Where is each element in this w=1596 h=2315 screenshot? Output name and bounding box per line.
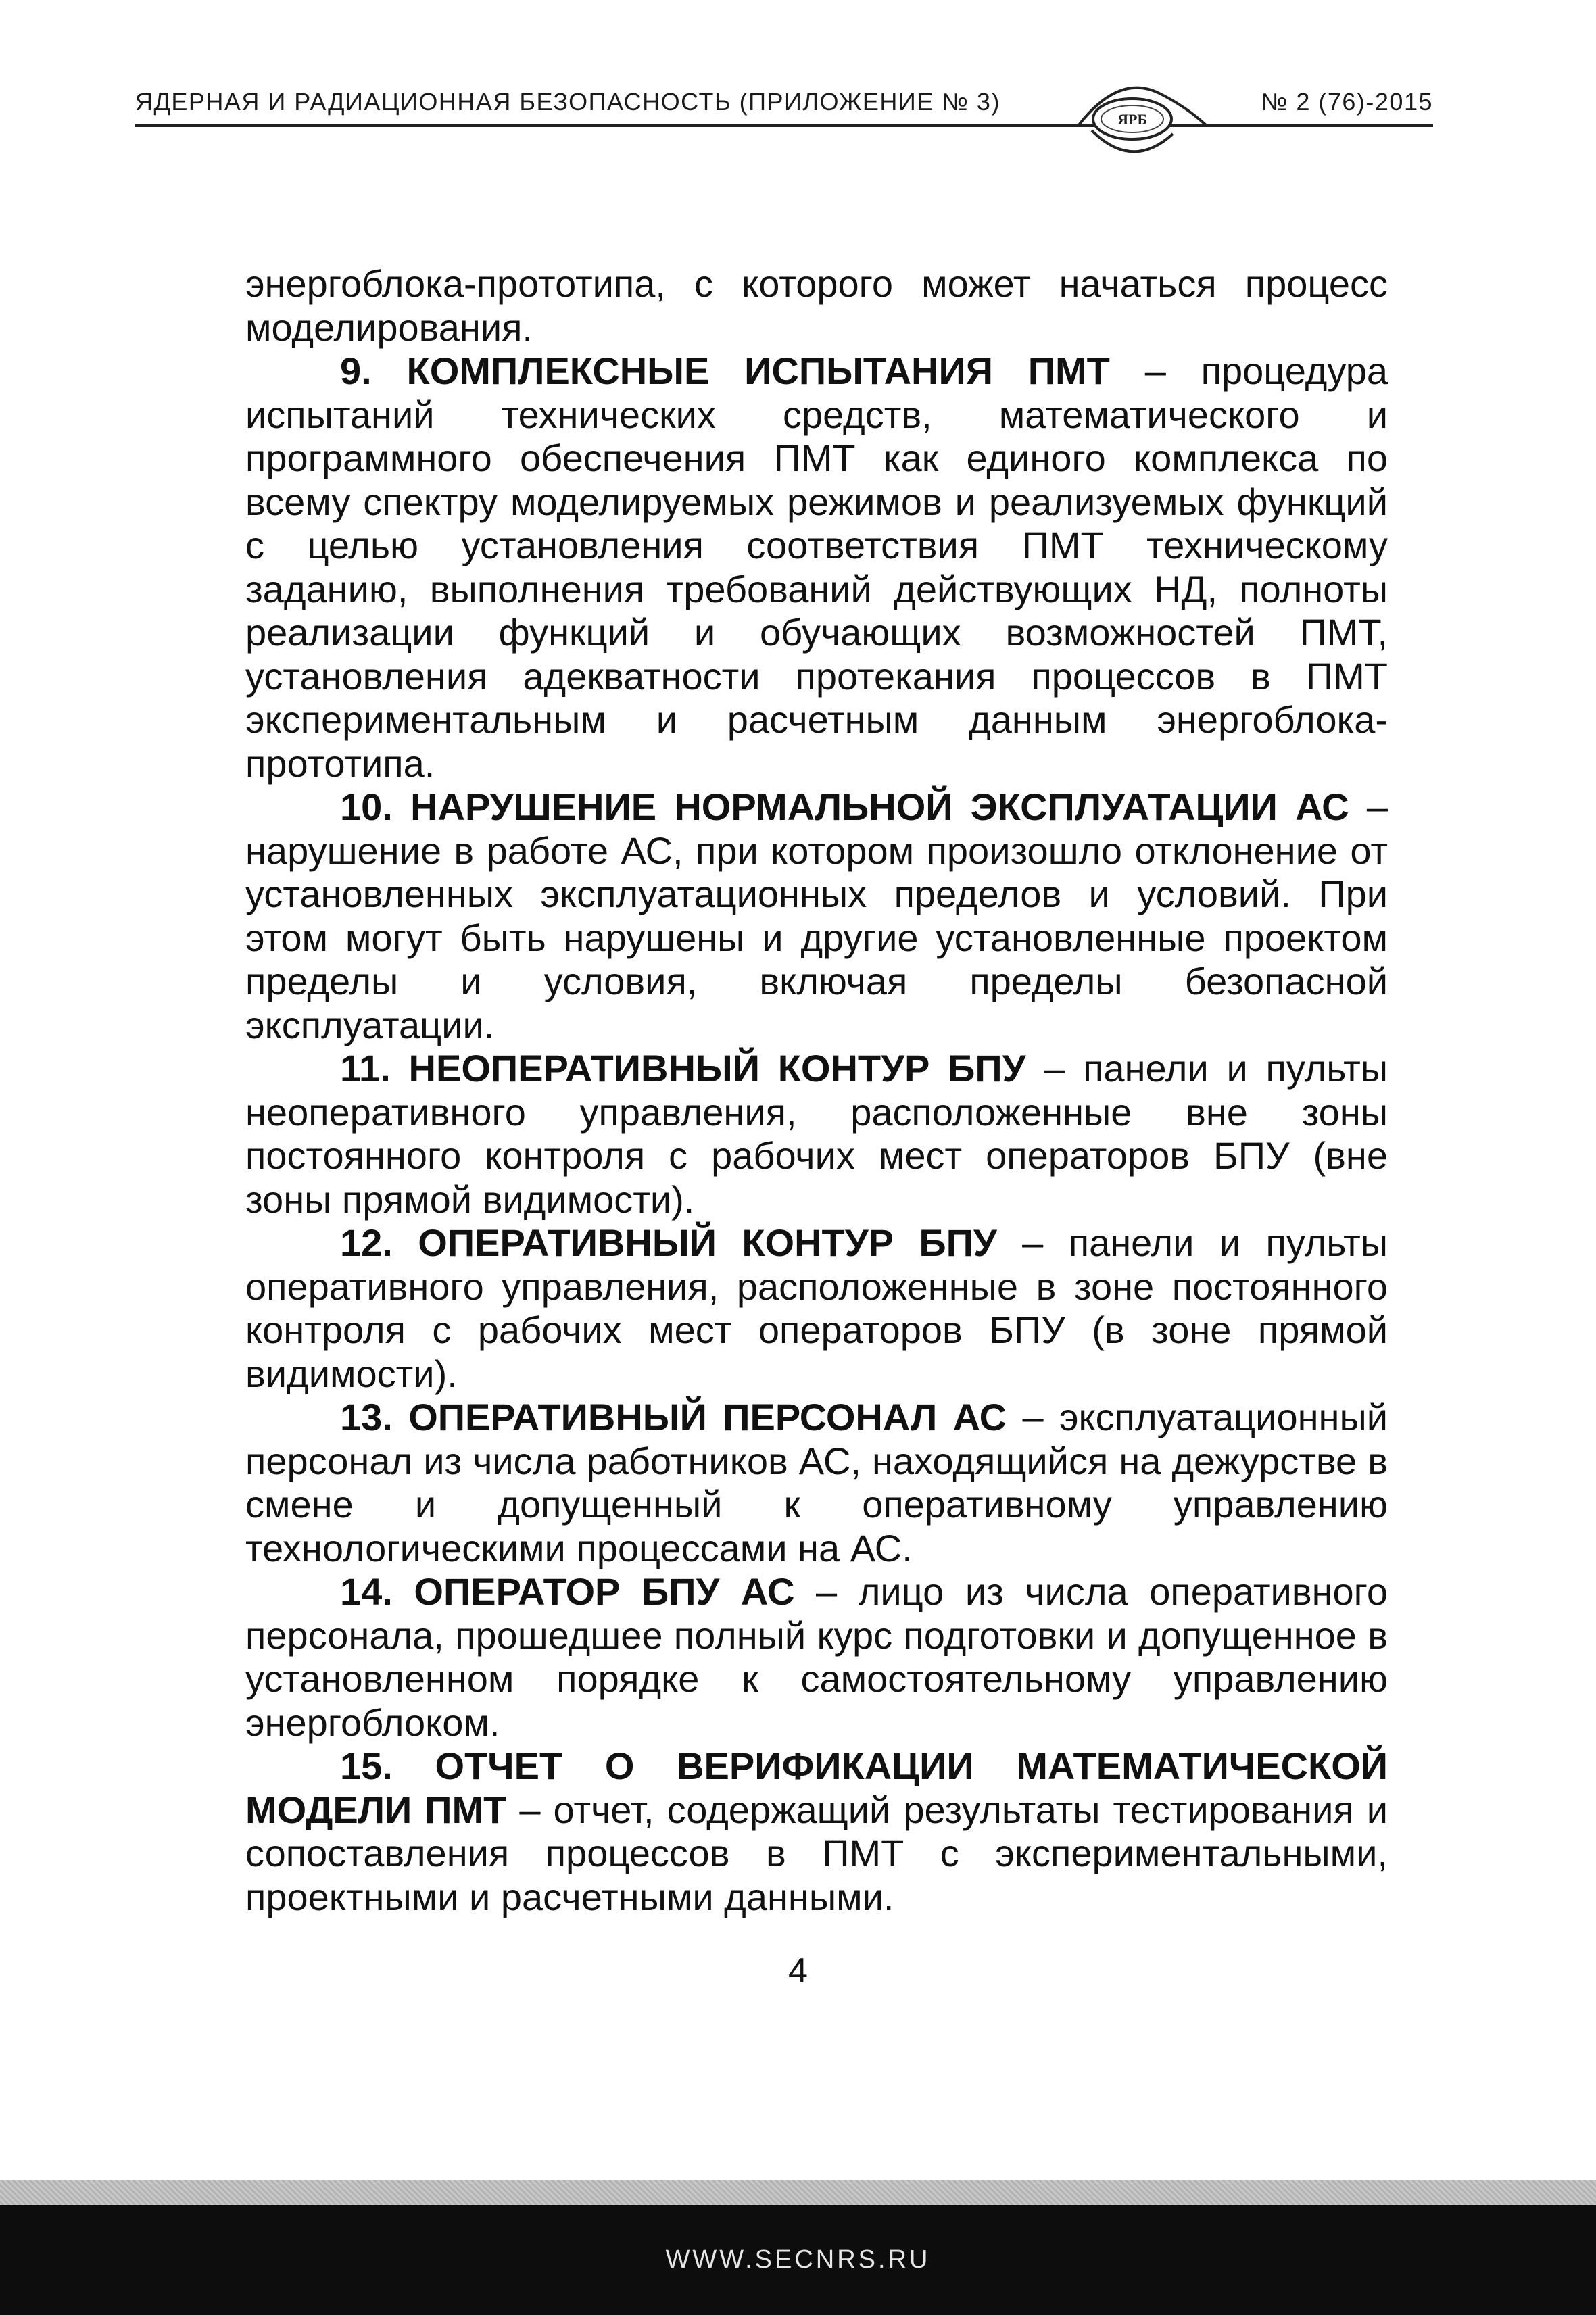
term-definition: – процедура испытаний технических средств, математического и программного обеспечения ПМТ как единого комплекса по всему спектру моделируемых режимов и реализуемых функций с целью установления соответствия ПМТ техническому заданию, выполнения требований действующих НД, полноты реализации функций и обучающих возможностей ПМТ, установления адекватности протекания процессов в ПМТ экспериментальным и расчетным данным энергоблока-прототипа. — [245, 349, 1388, 785]
term-title: 14. ОПЕРАТОР БПУ АС — [340, 1570, 795, 1613]
journal-logo-icon — [1004, 80, 1261, 154]
term-11 — [245, 1047, 1388, 1221]
term-13 — [245, 1396, 1388, 1570]
issue-number: № 2 (76)-2015 — [1261, 88, 1433, 116]
logo-text: ЯРБ — [1117, 111, 1147, 128]
term-title: 9. КОМПЛЕКСНЫЕ ИСПЫТАНИЯ ПМТ — [340, 349, 1110, 392]
term-title: 10. НАРУШЕНИЕ НОРМАЛЬНОЙ ЭКСПЛУАТАЦИИ АС — [340, 785, 1349, 828]
page-number: 4 — [788, 1951, 808, 1991]
journal-title: ЯДЕРНАЯ И РАДИАЦИОННАЯ БЕЗОПАСНОСТЬ (ПРИЛОЖЕНИЕ № 3) — [135, 88, 1000, 116]
term-10 — [245, 785, 1388, 1047]
term-title: 15. ОТЧЕТ О ВЕРИФИКАЦИИ МАТЕМАТИЧЕСКОЙ МОДЕЛИ ПМТ — [245, 1745, 1388, 1831]
running-header — [135, 80, 1433, 154]
intro-paragraph: энергоблока-прототипа, с которого может начаться процесс моделирования. — [245, 262, 1388, 349]
term-15 — [245, 1745, 1388, 1919]
term-definition: – панели и пульты оперативного управления, расположенные в зоне постоянного контроля с рабочих мест операторов БПУ (в зоне прямой видимости). — [245, 1221, 1388, 1395]
term-definition: – эксплуатационный персонал из числа работников АС, находящийся на дежурстве в смене и допущенный к оперативному управлению технологическими процессами на АС. — [245, 1396, 1388, 1569]
footer-website-link[interactable]: WWW.SECNRS.RU — [665, 2245, 931, 2274]
term-12 — [245, 1221, 1388, 1396]
term-title: 11. НЕОПЕРАТИВНЫЙ КОНТУР БПУ — [340, 1047, 1026, 1090]
term-title: 13. ОПЕРАТИВНЫЙ ПЕРСОНАЛ АС — [340, 1396, 1007, 1438]
term-9 — [245, 349, 1388, 785]
term-title: 12. ОПЕРАТИВНЫЙ КОНТУР БПУ — [340, 1221, 997, 1264]
term-definition: – нарушение в работе АС, при котором произошло отклонение от установленных эксплуатационных пределов и условий. При этом могут быть нарушены и другие установленные проектом пределы и условия, включая пределы безопасной эксплуатации. — [245, 785, 1388, 1046]
term-definition: – панели и пульты неоперативного управления, расположенные вне зоны постоянного контроля с рабочих мест операторов БПУ (вне зоны прямой видимости). — [245, 1047, 1388, 1221]
term-definition: – отчет, содержащий результаты тестирования и сопоставления процессов в ПМТ с экспериментальными, проектными и расчетными данными. — [245, 1788, 1388, 1918]
term-definition: – лицо из числа оперативного персонала, прошедшее полный курс подготовки и допущенное в установленном порядке к самостоятельному управлению энергоблоком. — [245, 1570, 1388, 1744]
document-body — [245, 262, 1388, 1919]
term-14 — [245, 1570, 1388, 1745]
